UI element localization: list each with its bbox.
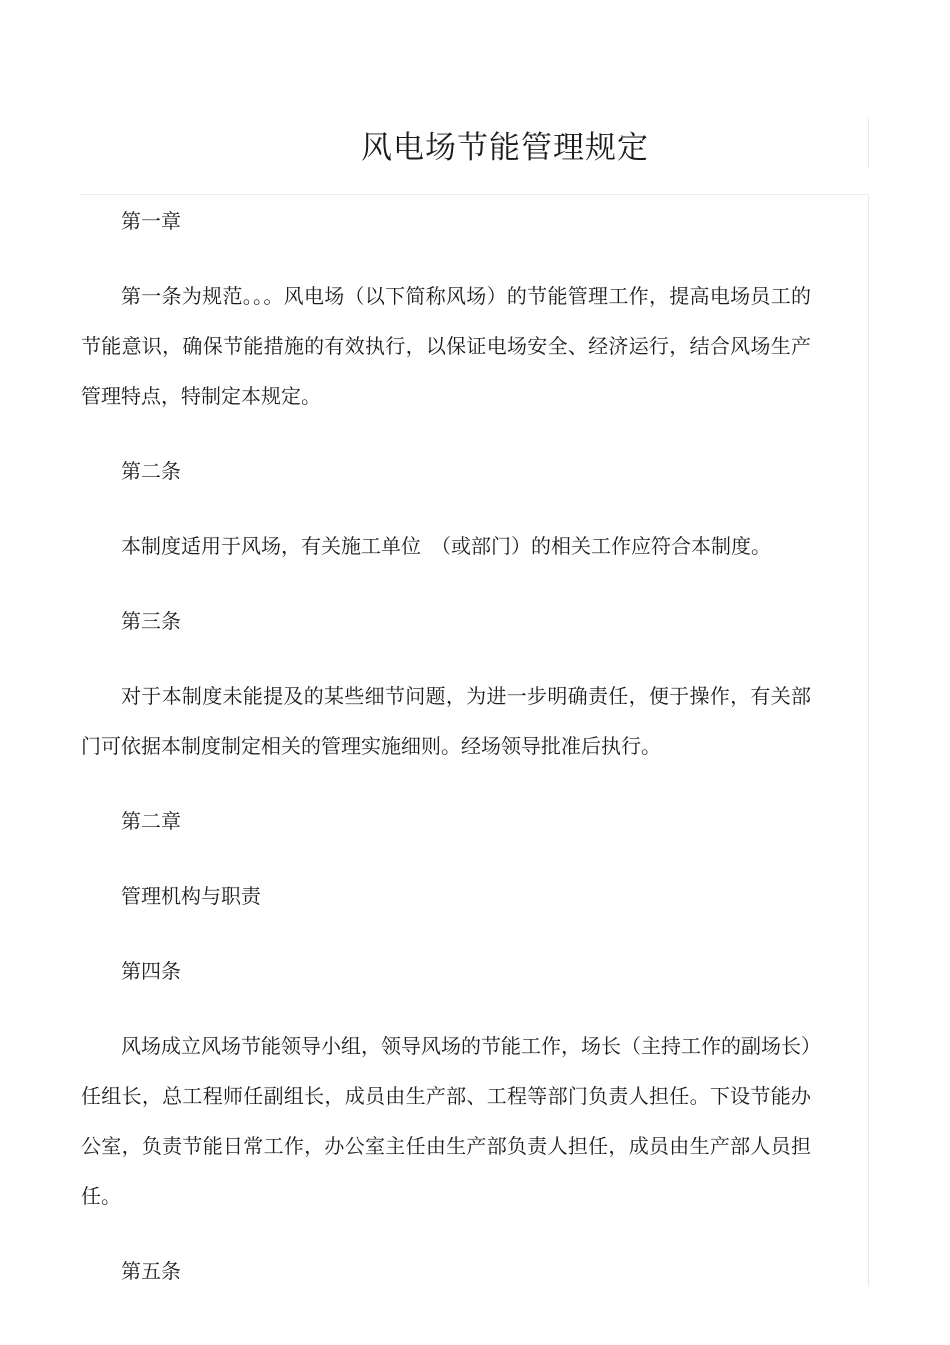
paragraph-gap — [81, 846, 811, 871]
paragraph-gap — [81, 646, 811, 671]
article-heading: 第三条 — [121, 609, 181, 633]
paragraph-gap — [81, 771, 811, 796]
chapter-heading: 第二章 — [121, 809, 181, 833]
paragraph-gap — [81, 1221, 811, 1246]
article-text: 对于本制度未能提及的某些细节问题，为进一步明确责任，便于操作，有关部门可依据本制度制定相关的管理实施细则。经场领导批准后执行。 — [81, 684, 811, 758]
document-body — [81, 196, 811, 1296]
title-divider — [80, 194, 869, 195]
paragraph-gap — [81, 421, 811, 446]
paragraph-gap — [81, 571, 811, 596]
paragraph-gap — [81, 496, 811, 521]
article-text: 本制度适用于风场，有关施工单位 （或部门）的相关工作应符合本制度。 — [121, 534, 771, 558]
article-text: 第一条为规范。。。风电场（以下简称风场）的节能管理工作，提高电场员工的节能意识，确保节能措施的有效执行，以保证电场安全、经济运行，结合风场生产管理特点，特制定本规定。 — [81, 284, 811, 408]
chapter-heading: 第一章 — [121, 209, 181, 233]
article-text: 风场成立风场节能领导小组，领导风场的节能工作，场长（主持工作的副场长）任组长，总工程师任副组长，成员由生产部、工程等部门负责人担任。下设节能办公室，负责节能日常工作，办公室主任由生产部负责人担任，成员由生产部人员担任。 — [81, 1034, 811, 1208]
right-margin-rule-top — [868, 118, 869, 168]
paragraph-gap — [81, 246, 811, 271]
paragraph-gap — [81, 996, 811, 1021]
article-heading: 第二条 — [121, 459, 181, 483]
chapter-subtitle: 管理机构与职责 — [121, 884, 261, 908]
article-heading: 第五条 — [121, 1259, 181, 1283]
article-heading: 第四条 — [121, 959, 181, 983]
document-title: 风电场节能管理规定 — [361, 130, 649, 166]
paragraph-gap — [81, 921, 811, 946]
right-margin-rule — [868, 196, 869, 1286]
